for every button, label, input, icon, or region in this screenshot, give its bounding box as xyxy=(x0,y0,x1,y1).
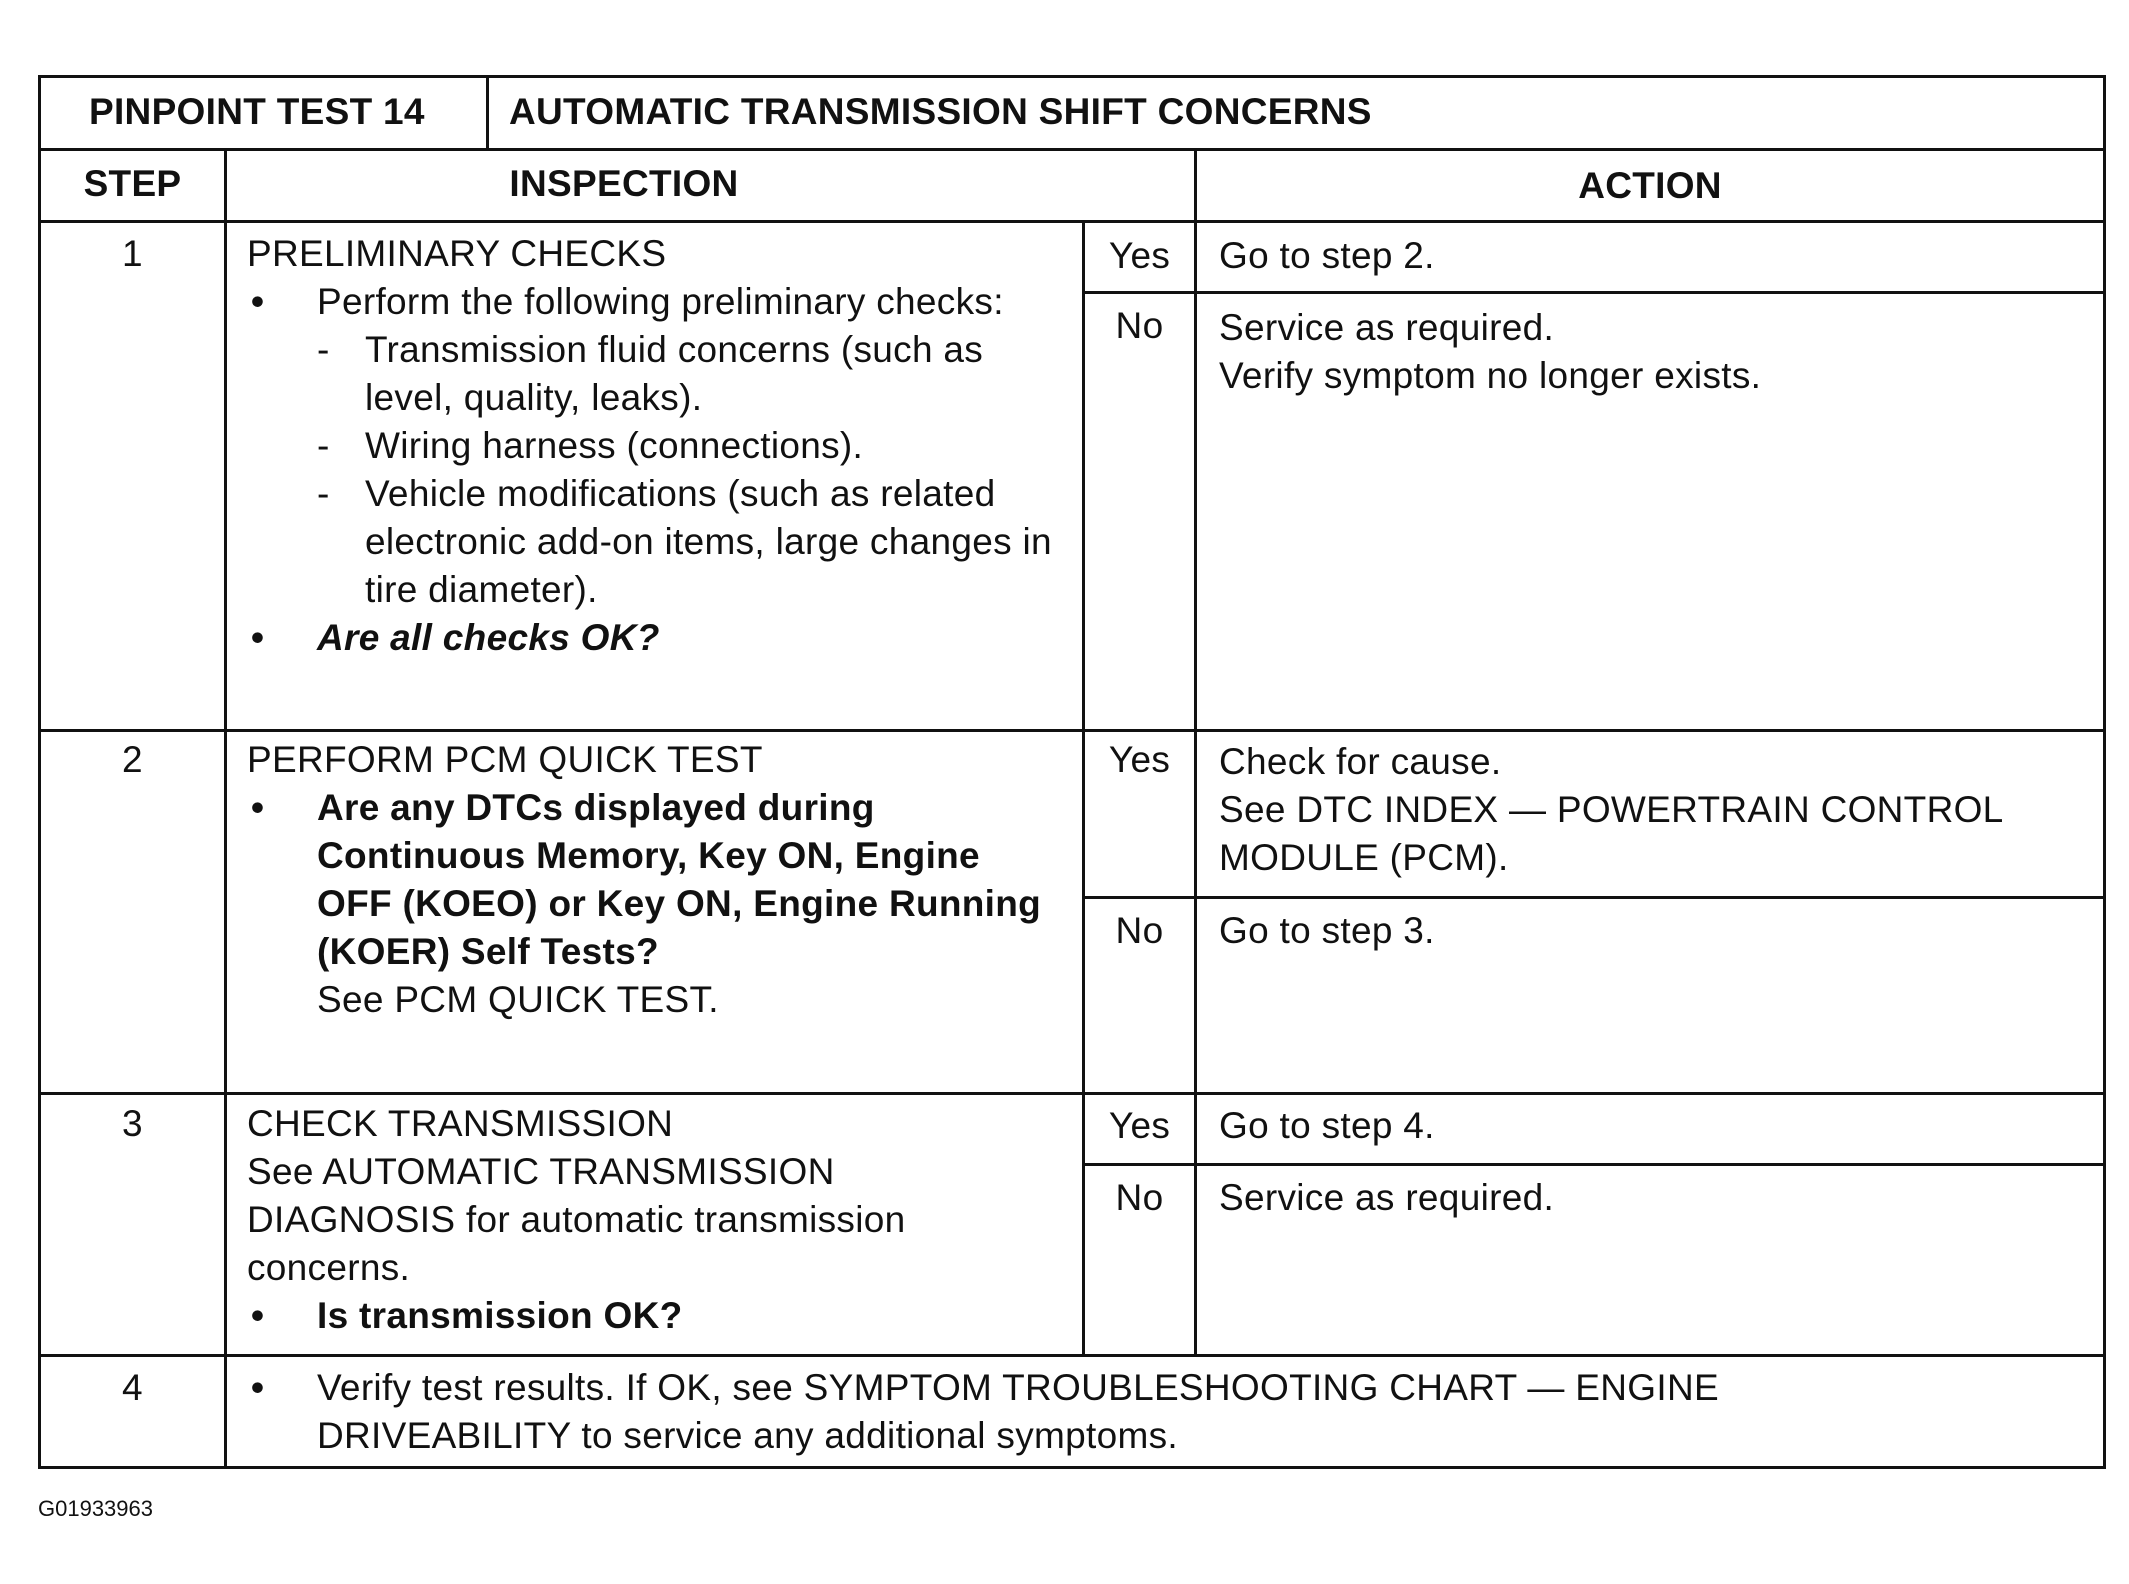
step-1-bullet xyxy=(247,278,1067,326)
step-2-no-label: No xyxy=(1115,910,1164,951)
step-1-yes-action: Go to step 2. xyxy=(1219,235,1435,276)
step-4-number: 4 xyxy=(122,1367,143,1408)
step-4-text-block xyxy=(247,1364,1897,1460)
test-title: AUTOMATIC TRANSMISSION SHIFT CONCERNS xyxy=(509,91,1372,132)
step-2-title: PERFORM PCM QUICK TEST xyxy=(247,739,763,780)
step-1-inspection xyxy=(247,230,1067,662)
step-1-bullet-text: Perform the following preliminary checks: xyxy=(317,281,1004,322)
step-2-note: See PCM QUICK TEST. xyxy=(317,979,719,1020)
step-1-sub-item-text: Wiring harness (connections). xyxy=(365,425,864,466)
step-3-question-text: Is transmission OK? xyxy=(317,1295,683,1336)
bullet-icon: • xyxy=(251,617,265,658)
rule-step3-yes xyxy=(1082,1163,2103,1166)
step-1-no-action xyxy=(1219,304,2079,400)
rule-header-divider xyxy=(486,78,489,150)
step-1-number: 1 xyxy=(122,233,143,274)
rule-columns xyxy=(41,220,2103,223)
rule-step-col xyxy=(224,150,227,1466)
step-2-yes-label: Yes xyxy=(1108,739,1171,780)
rule-step3 xyxy=(41,1354,2103,1357)
column-inspection: INSPECTION xyxy=(509,163,739,204)
step-2-inspection xyxy=(247,736,1047,1024)
step-2-question xyxy=(247,784,1047,976)
step-1-sub-item xyxy=(247,470,1067,614)
step-4-text: Verify test results. If OK, see SYMPTOM TROUBLESHOOTING CHART — ENGINE DRIVEABILITY to service any additional symptoms. xyxy=(317,1367,1719,1456)
step-3-body: See AUTOMATIC TRANSMISSION DIAGNOSIS for automatic transmission concerns. xyxy=(247,1151,906,1288)
step-2-yes-action-line: See DTC INDEX — POWERTRAIN CONTROL MODULE (PCM). xyxy=(1219,789,2003,878)
step-3-title: CHECK TRANSMISSION xyxy=(247,1103,674,1144)
step-2-no-action: Go to step 3. xyxy=(1219,910,1435,951)
step-1-sub-item-text: Transmission fluid concerns (such as level, quality, leaks). xyxy=(365,329,984,418)
step-3-number: 3 xyxy=(122,1103,143,1144)
step-2-yes-action xyxy=(1219,738,2079,882)
step-3-yes-label: Yes xyxy=(1108,1105,1171,1146)
step-2-yes-action-line: Check for cause. xyxy=(1219,741,1502,782)
step-1-sub-item xyxy=(247,422,1067,470)
figure-code: G01933963 xyxy=(38,1496,153,1521)
step-1-no-label: No xyxy=(1115,305,1164,346)
step-1-question xyxy=(247,614,1067,662)
step-1-sub-item-text: Vehicle modifications (such as related electronic add-on items, large changes in tire diameter). xyxy=(365,473,1052,610)
column-step: STEP xyxy=(83,163,182,204)
step-1-yes-label: Yes xyxy=(1108,235,1171,276)
step-3-no-label: No xyxy=(1115,1177,1164,1218)
dash-icon: - xyxy=(317,473,330,514)
bullet-icon: • xyxy=(251,1367,265,1408)
step-4-bullet xyxy=(247,1364,1897,1460)
pinpoint-test-table xyxy=(38,75,2106,1469)
bullet-icon: • xyxy=(251,281,265,322)
step-1-no-action-line: Verify symptom no longer exists. xyxy=(1219,355,1762,396)
step-1-sub-item xyxy=(247,326,1067,422)
bullet-icon: • xyxy=(251,787,265,828)
step-3-question xyxy=(247,1292,1027,1340)
step-3-no-action: Service as required. xyxy=(1219,1177,1555,1218)
step-1-no-action-line: Service as required. xyxy=(1219,307,1555,348)
rule-inspection-col xyxy=(1194,150,1197,1356)
rule-step1-yes xyxy=(1082,291,2103,294)
test-id: PINPOINT TEST 14 xyxy=(89,91,425,132)
column-action: ACTION xyxy=(1578,165,1722,206)
rule-header xyxy=(41,148,2103,151)
rule-step1 xyxy=(41,729,2103,732)
step-1-title: PRELIMINARY CHECKS xyxy=(247,233,667,274)
step-1-question-text: Are all checks OK? xyxy=(317,617,660,658)
dash-icon: - xyxy=(317,425,330,466)
step-3-yes-action: Go to step 4. xyxy=(1219,1105,1435,1146)
step-3-inspection xyxy=(247,1100,1027,1340)
bullet-icon: • xyxy=(251,1295,265,1336)
rule-step2 xyxy=(41,1092,2103,1095)
step-2-question-text: Are any DTCs displayed during Continuous Memory, Key ON, Engine OFF (KOEO) or Key ON, Engine Running (KOER) Self Tests? xyxy=(317,787,1042,972)
rule-step2-yes xyxy=(1082,896,2103,899)
step-2-number: 2 xyxy=(122,739,143,780)
dash-icon: - xyxy=(317,329,330,370)
